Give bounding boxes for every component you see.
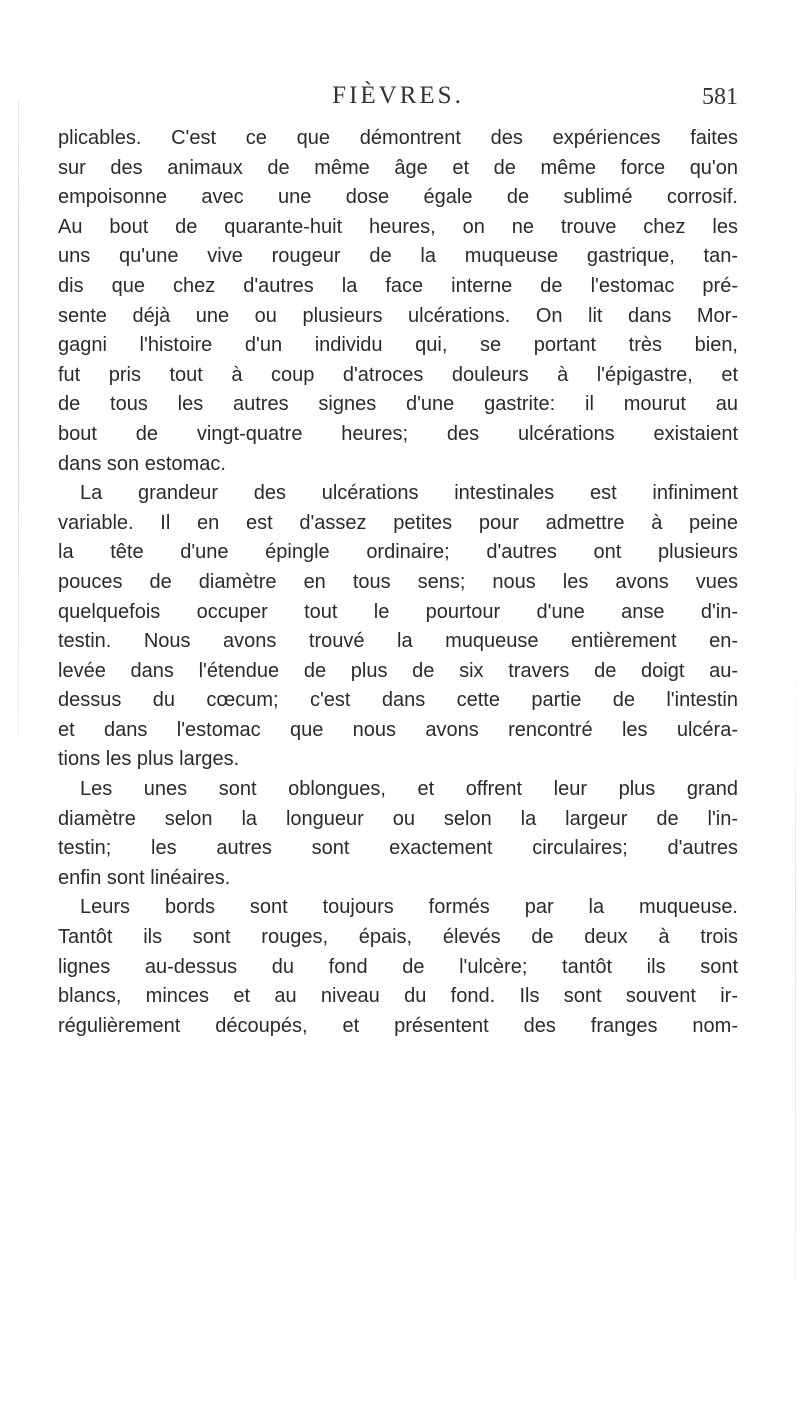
text-line: dans son estomac. (58, 452, 226, 475)
text-line: plicables. C'est ce que démontrent des expériences faites (58, 127, 738, 149)
text-line: bout de vingt-quatre heures; des ulcérations existaient (58, 422, 738, 445)
text-line: quelquefois occuper tout le pourtour d'une anse d'in- (58, 600, 738, 623)
text-line: uns qu'une vive rougeur de la muqueuse gastrique, tan- (58, 245, 738, 268)
text-line: gagni l'histoire d'un individu qui, se portant très bien, (58, 334, 738, 357)
text-line: lignes au-dessus du fond de l'ulcère; tantôt ils sont (58, 955, 738, 978)
text-line: dessus du cœcum; c'est dans cette partie de l'intestin (58, 689, 738, 712)
text-line: empoisonne avec une dose égale de sublimé corrosif. (58, 186, 738, 209)
text-line: testin. Nous avons trouvé la muqueuse entièrement en- (58, 630, 738, 653)
text-line: Tantôt ils sont rouges, épais, élevés de deux à trois (58, 926, 738, 949)
text-line: diamètre selon la longueur ou selon la largeur de l'in- (58, 807, 738, 830)
text-line: pouces de diamètre en tous sens; nous les avons vues (58, 570, 738, 593)
text-line: dis que chez d'autres la face interne de l'estomac pré- (58, 274, 738, 297)
text-line: régulièrement découpés, et présentent des franges nom- (58, 1014, 738, 1037)
text-line: sente déjà une ou plusieurs ulcérations. On lit dans Mor- (58, 304, 738, 327)
text-line: tions les plus larges. (58, 748, 240, 771)
paragraph-start-line: Les unes sont oblongues, et offrent leur plus grand (80, 778, 738, 801)
text-line: de tous les autres signes d'une gastrite: il mourut au (58, 393, 738, 416)
running-title: FIÈVRES. (332, 82, 464, 109)
text-line: testin; les autres sont exactement circulaires; d'autres (58, 837, 738, 860)
text-line: blancs, minces et au niveau du fond. Ils sont souvent ir- (58, 985, 738, 1008)
text-line: variable. Il en est d'assez petites pour admettre à peine (58, 511, 738, 534)
text-line: Au bout de quarante-huit heures, on ne trouve chez les (58, 215, 738, 238)
paragraph-start-line: Leurs bords sont toujours formés par la muqueuse. (80, 896, 738, 919)
page-left-edge-shadow (18, 100, 19, 740)
page-number: 581 (702, 84, 738, 110)
text-line: sur des animaux de même âge et de même force qu'on (58, 156, 738, 179)
text-line: la tête d'une épingle ordinaire; d'autres ont plusieurs (58, 541, 738, 564)
page-header (58, 82, 738, 122)
text-line: levée dans l'étendue de plus de six travers de doigt au- (58, 659, 738, 682)
body-text (58, 124, 738, 1041)
text-line: fut pris tout à coup d'atroces douleurs à l'épigastre, et (58, 363, 738, 386)
paragraph-start-line: La grandeur des ulcérations intestinales est infiniment (80, 482, 738, 505)
text-line: et dans l'estomac que nous avons rencontré les ulcéra- (58, 718, 738, 741)
text-line: enfin sont linéaires. (58, 866, 231, 889)
page-right-edge-shadow (795, 640, 796, 1280)
